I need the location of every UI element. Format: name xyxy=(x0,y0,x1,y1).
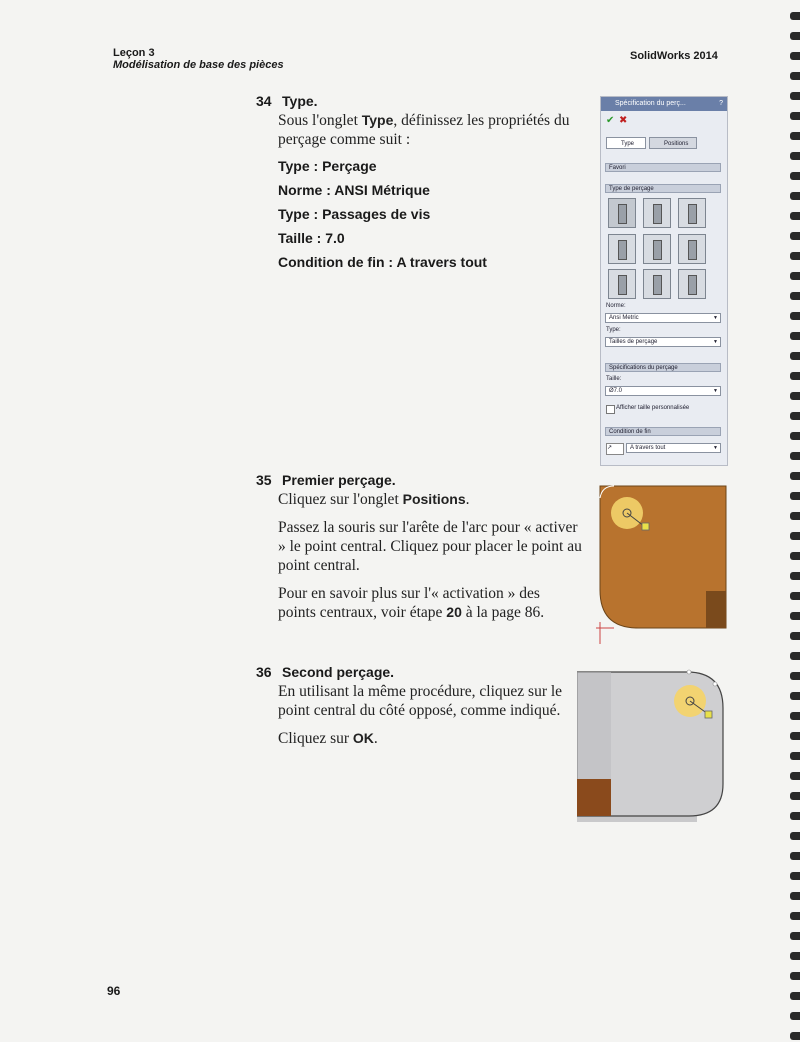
hole-type-slot-icon[interactable] xyxy=(608,269,636,299)
step-text-2: Cliquez sur OK. xyxy=(278,730,378,747)
spiral-coil xyxy=(790,932,800,940)
norme-select[interactable]: Ansi Metric ▼ xyxy=(605,313,721,323)
spiral-coil xyxy=(790,532,800,540)
step-text-1: En utilisant la même procédure, cliquez sur le point central du côté opposé, comme indiqué. xyxy=(278,683,563,719)
spiral-coil xyxy=(790,512,800,520)
spiral-coil xyxy=(790,592,800,600)
chevron-down-icon: ▼ xyxy=(713,315,718,321)
step-number: 34 xyxy=(256,93,272,109)
step-number: 36 xyxy=(256,664,272,680)
spiral-coil xyxy=(790,552,800,560)
spiral-coil xyxy=(790,452,800,460)
first-hole-figure xyxy=(580,478,730,658)
spiral-coil xyxy=(790,412,800,420)
spiral-coil xyxy=(790,772,800,780)
spiral-coil xyxy=(790,1012,800,1020)
step-text-1: Cliquez sur l'onglet Positions. xyxy=(278,491,470,508)
chevron-down-icon: ▼ xyxy=(713,445,718,451)
coincident-icon xyxy=(642,523,649,530)
spiral-coil xyxy=(790,712,800,720)
hole-type-slot-2-icon[interactable] xyxy=(643,269,671,299)
chevron-down-icon: ▼ xyxy=(713,339,718,345)
spiral-coil xyxy=(790,492,800,500)
custom-size-checkbox[interactable] xyxy=(606,405,615,414)
spiral-coil xyxy=(790,172,800,180)
hole-type-slot-3-icon[interactable] xyxy=(678,269,706,299)
taille-select[interactable]: Ø7.0 ▼ xyxy=(605,386,721,396)
hole-type-tap-icon[interactable] xyxy=(608,234,636,264)
prop-type: Type : Perçage xyxy=(278,158,377,174)
end-condition-section[interactable]: Condition de fin xyxy=(605,427,721,436)
prop-norme: Norme : ANSI Métrique xyxy=(278,182,430,198)
spiral-coil xyxy=(790,432,800,440)
spiral-coil xyxy=(790,692,800,700)
panel-title-bar xyxy=(601,97,727,111)
spiral-coil xyxy=(790,192,800,200)
end-condition-select[interactable]: A travers tout ▼ xyxy=(626,443,721,453)
spiral-coil xyxy=(790,132,800,140)
help-icon[interactable]: ? xyxy=(719,100,723,107)
coincident-icon xyxy=(705,711,712,718)
spiral-coil xyxy=(790,152,800,160)
spec-section[interactable]: Spécifications du perçage xyxy=(605,363,721,372)
spiral-coil xyxy=(790,752,800,760)
panel-title: Spécification du perç... xyxy=(615,100,686,107)
page-number: 96 xyxy=(107,984,121,998)
spiral-coil xyxy=(790,912,800,920)
spiral-coil xyxy=(790,112,800,120)
taille-label: Taille: xyxy=(606,376,622,382)
spiral-coil xyxy=(790,312,800,320)
prop-condition: Condition de fin : A travers tout xyxy=(278,254,487,270)
step-35 xyxy=(256,472,586,622)
spiral-coil xyxy=(790,292,800,300)
norme-label: Norme: xyxy=(606,303,626,309)
lesson-subtitle: Modélisation de base des pièces xyxy=(113,59,284,71)
spiral-coil xyxy=(790,732,800,740)
spiral-coil xyxy=(790,652,800,660)
type-label: Type: xyxy=(606,327,621,333)
type-select[interactable]: Tailles de perçage ▼ xyxy=(605,337,721,347)
chevron-down-icon: ▼ xyxy=(713,388,718,394)
prop-taille: Taille : 7.0 xyxy=(278,230,345,246)
custom-size-label: Afficher taille personnalisée xyxy=(616,405,690,411)
spiral-coil xyxy=(790,352,800,360)
ok-check-icon[interactable]: ✔ xyxy=(606,115,615,126)
reverse-direction-icon[interactable]: ↗ xyxy=(606,443,624,455)
spiral-coil xyxy=(790,392,800,400)
spiral-coil xyxy=(790,812,800,820)
spiral-coil xyxy=(790,32,800,40)
hole-type-section[interactable]: Type de perçage xyxy=(605,184,721,193)
spiral-coil xyxy=(790,992,800,1000)
spiral-coil xyxy=(790,12,800,20)
second-hole-figure xyxy=(577,664,727,824)
step-text: Sous l'onglet Type, définissez les propriétés du perçage comme suit : xyxy=(278,112,570,148)
spiral-binding xyxy=(786,0,800,1042)
properties-list xyxy=(278,154,586,274)
running-header-left xyxy=(113,47,284,71)
part-edge-brown xyxy=(577,779,611,816)
spiral-coil xyxy=(790,212,800,220)
step-34 xyxy=(256,93,586,274)
spiral-coil xyxy=(790,1032,800,1040)
spiral-coil xyxy=(790,792,800,800)
hole-type-legacy-icon[interactable] xyxy=(678,234,706,264)
tab-positions[interactable]: Positions xyxy=(649,137,697,149)
step-number: 35 xyxy=(256,472,272,488)
spiral-coil xyxy=(790,472,800,480)
spiral-coil xyxy=(790,872,800,880)
spiral-coil xyxy=(790,572,800,580)
spiral-coil xyxy=(790,252,800,260)
favori-section[interactable]: Favori xyxy=(605,163,721,172)
product-label: SolidWorks 2014 xyxy=(630,50,718,62)
spiral-coil xyxy=(790,232,800,240)
hole-type-pipe-tap-icon[interactable] xyxy=(643,234,671,264)
step-title: Type. xyxy=(282,93,318,109)
prop-type-2: Type : Passages de vis xyxy=(278,206,431,222)
hole-wizard-panel xyxy=(600,96,728,466)
spiral-coil xyxy=(790,92,800,100)
spiral-coil xyxy=(790,612,800,620)
hole-type-counterbore-icon[interactable] xyxy=(608,198,636,228)
spiral-coil xyxy=(790,952,800,960)
spiral-coil xyxy=(790,852,800,860)
spiral-coil xyxy=(790,892,800,900)
tab-type[interactable]: Type xyxy=(606,137,646,149)
spiral-coil xyxy=(790,372,800,380)
spiral-coil xyxy=(790,272,800,280)
spiral-coil xyxy=(790,332,800,340)
spiral-coil xyxy=(790,972,800,980)
spiral-coil xyxy=(790,832,800,840)
step-text-2: Passez la souris sur l'arête de l'arc pour « activer » le point central. Cliquez pour placer le point au point central. xyxy=(278,519,582,574)
lesson-label: Leçon 3 xyxy=(113,47,155,59)
spiral-coil xyxy=(790,632,800,640)
spiral-coil xyxy=(790,672,800,680)
step-title: Premier perçage. xyxy=(282,472,396,488)
hole-type-hole-icon[interactable] xyxy=(678,198,706,228)
step-36 xyxy=(256,664,576,748)
spiral-coil xyxy=(790,52,800,60)
hole-type-countersink-icon[interactable] xyxy=(643,198,671,228)
spiral-coil xyxy=(790,72,800,80)
part-edge xyxy=(706,591,726,628)
cancel-x-icon[interactable]: ✖ xyxy=(619,115,628,126)
step-title: Second perçage. xyxy=(282,664,395,680)
step-text-3: Pour en savoir plus sur l'« activation » des points centraux, voir étape 20 à la page 86. xyxy=(278,585,545,621)
